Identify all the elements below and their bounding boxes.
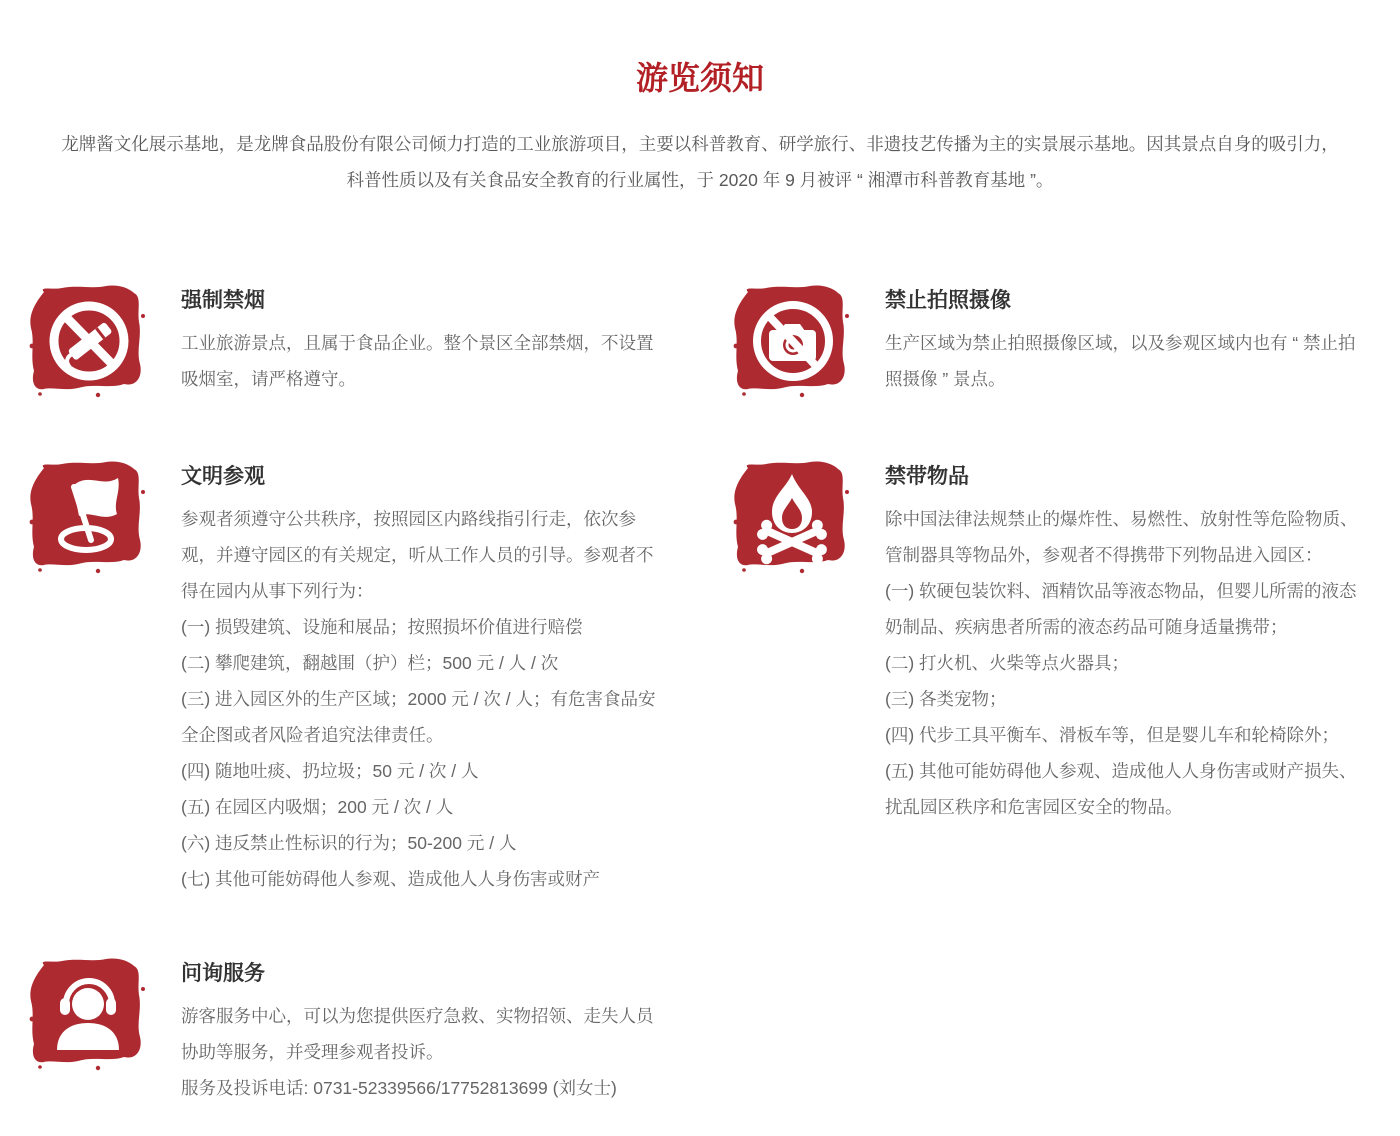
notice-prohibited-items (732, 460, 1372, 825)
no-smoking-icon (28, 284, 148, 400)
service-phone: 服务及投诉电话: 0731-52339566/17752813699 (刘女士) (181, 1078, 617, 1098)
notice-title: 文明参观 (181, 465, 265, 488)
notice-text (181, 284, 668, 400)
notice-paragraph: 除中国法律法规禁止的爆炸性、易燃性、放射性等危险物质、管制器具等物品外，参观者不得携带下列物品进入园区： (885, 509, 1358, 565)
right-column (732, 284, 1372, 1106)
notice-text (181, 460, 668, 897)
notice-title: 禁带物品 (885, 465, 969, 488)
intro-line-2: 科普性质以及有关食品安全教育的行业属性，于 2020 年 9 月被评 “ 湘潭市科普教育基地 ”。 (346, 170, 1054, 190)
notice-civilized-visit (28, 460, 668, 897)
notice-rule: (五) 在园区内吸烟；200 元 / 次 / 人 (181, 797, 454, 817)
notice-rule: (二) 打火机、火柴等点火器具； (885, 653, 1130, 673)
notice-rule: (七) 其他可能妨碍他人参观、造成他人人身伤害或财产 (181, 869, 601, 889)
page-title: 游览须知 (635, 60, 764, 96)
customer-service-icon (28, 957, 148, 1073)
notice-paragraph: 游客服务中心，可以为您提供医疗急救、实物招领、走失人员协助等服务，并受理参观者投诉。 (181, 1006, 654, 1062)
left-column (28, 284, 668, 1106)
notice-title: 强制禁烟 (181, 289, 265, 312)
fire-crossbones-icon (732, 460, 852, 576)
notice-paragraph: 工业旅游景点，且属于食品企业。整个景区全部禁烟，不设置吸烟室，请严格遵守。 (181, 333, 654, 389)
notice-no-smoking (28, 284, 668, 400)
notice-rule: (二) 攀爬建筑，翻越围（护）栏；500 元 / 人 / 次 (181, 653, 559, 673)
flag-marker-icon (28, 460, 148, 576)
notice-no-photography (732, 284, 1372, 400)
notice-rule: (三) 各类宠物； (885, 689, 1007, 709)
notice-title: 禁止拍照摄像 (885, 289, 1011, 312)
notice-title: 问询服务 (181, 962, 265, 985)
no-camera-icon (732, 284, 852, 400)
notice-inquiry-service (28, 957, 668, 1106)
intro-line-1: 龙牌酱文化展示基地，是龙牌食品股份有限公司倾力打造的工业旅游项目，主要以科普教育、研学旅行、非遗技艺传播为主的实景展示基地。因其景点自身的吸引力， (61, 134, 1339, 154)
notice-rule: (四) 随地吐痰、扔垃圾；50 元 / 次 / 人 (181, 761, 479, 781)
notice-rule: (一) 软硬包装饮料、酒精饮品等液态物品，但婴儿所需的液态奶制品、疾病患者所需的液态药品可随身适量携带； (885, 581, 1357, 637)
intro-paragraph (30, 126, 1370, 198)
notice-columns (28, 284, 1372, 1106)
notice-paragraph: 生产区域为禁止拍照摄像区域，以及参观区域内也有 “ 禁止拍照摄像 ” 景点。 (885, 333, 1356, 389)
notice-rule: (一) 损毁建筑、设施和展品；按照损坏价值进行赔偿 (181, 617, 583, 637)
notice-text (885, 284, 1372, 400)
notice-rule: (四) 代步工具平衡车、滑板车等，但是婴儿车和轮椅除外； (885, 725, 1340, 745)
notice-text (181, 957, 668, 1106)
notice-rule: (六) 违反禁止性标识的行为；50-200 元 / 人 (181, 833, 517, 853)
notice-paragraph: 参观者须遵守公共秩序，按照园区内路线指引行走，依次参观，并遵守园区的有关规定，听从工作人员的引导。参观者不得在园内从事下列行为： (181, 509, 654, 601)
notice-rule: (三) 进入园区外的生产区域；2000 元 / 次 / 人；有危害食品安全企图或者风险者追究法律责任。 (181, 689, 656, 745)
notice-rule: (五) 其他可能妨碍他人参观、造成他人人身伤害或财产损失、扰乱园区秩序和危害园区安全的物品。 (885, 761, 1357, 817)
notice-text (885, 460, 1372, 825)
